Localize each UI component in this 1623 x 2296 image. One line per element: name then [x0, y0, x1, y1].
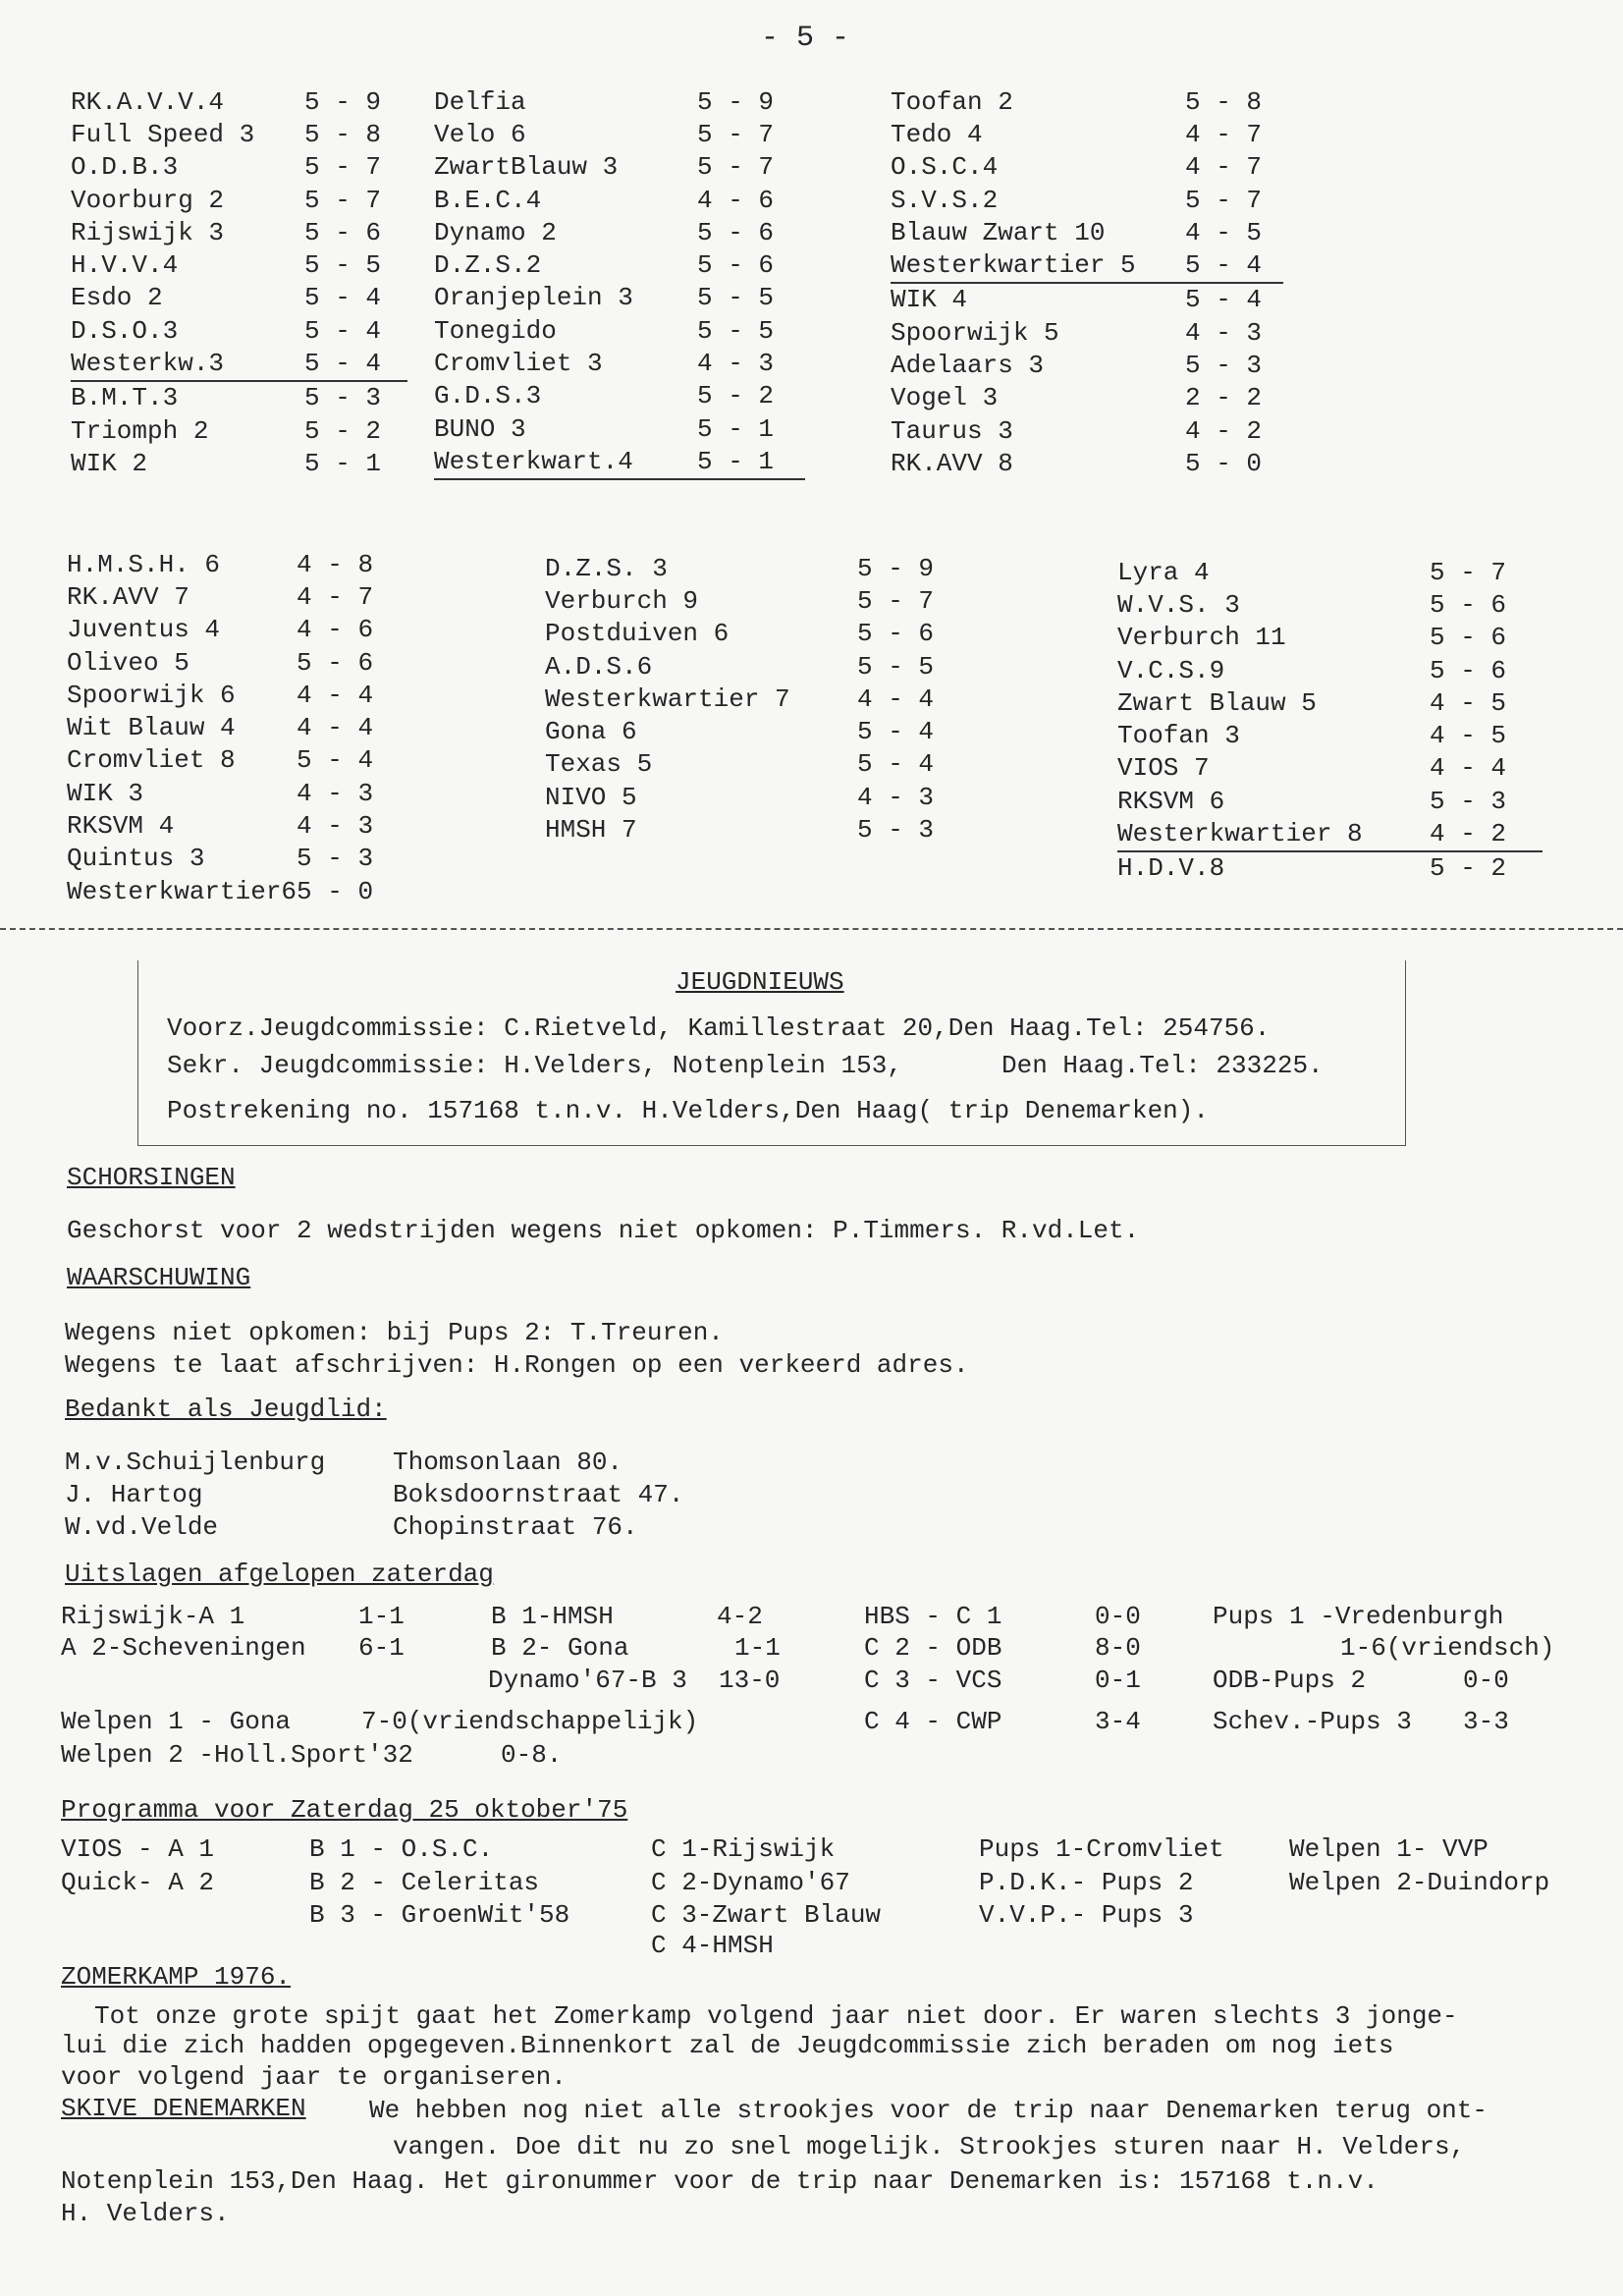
team-score: 5 - 7: [304, 185, 382, 215]
standings-col-3: [891, 85, 1283, 480]
standings-row: [545, 748, 970, 781]
fixture: Quick- A 2: [61, 1868, 215, 1897]
jeugd-secretary-phone: Den Haag.Tel: 233225.: [1001, 1051, 1324, 1080]
team-name: H.D.V.8: [1117, 853, 1225, 884]
team-score: 4 - 3: [297, 778, 374, 808]
standings-row: [891, 248, 1283, 282]
result-match: Welpen 1 - Gona: [61, 1707, 292, 1736]
fixture: C 2-Dynamo'67: [651, 1868, 850, 1897]
team-name: Cromvliet 3: [434, 349, 603, 379]
team-name: G.D.S.3: [434, 381, 542, 411]
team-score: 5 - 6: [304, 217, 382, 247]
team-score: 5 - 4: [1185, 248, 1283, 282]
team-name: B.E.C.4: [434, 185, 542, 215]
team-score: 4 - 5: [1430, 721, 1507, 751]
standings-row: [67, 744, 395, 777]
team-name: Full Speed 3: [71, 119, 255, 149]
fixture: B 1 - O.S.C.: [309, 1834, 494, 1864]
standings-row: [434, 347, 805, 379]
standings-row: [1117, 851, 1542, 885]
team-name: Velo 6: [434, 119, 526, 149]
team-name: Esdo 2: [71, 283, 163, 313]
jeugdnieuws-title: JEUGDNIEUWS: [676, 967, 844, 997]
team-score: 5 - 6: [697, 250, 775, 281]
standings-row: [891, 85, 1283, 118]
standings-row: [891, 216, 1283, 248]
team-name: Rijswijk 3: [71, 217, 225, 247]
standings-col-6: [1117, 556, 1542, 885]
team-score: 4 - 6: [697, 185, 775, 215]
standings-row: [71, 85, 407, 118]
bedankt-name-2: J. Hartog: [65, 1480, 203, 1509]
team-name: Adelaars 3: [891, 351, 1045, 381]
result-score: 0-0: [1463, 1666, 1509, 1695]
standings-row: [891, 184, 1283, 216]
result-match: Schev.-Pups 3: [1213, 1707, 1412, 1736]
result-match: C 4 - CWP: [864, 1707, 1002, 1736]
team-score: 4 - 4: [1430, 753, 1507, 784]
team-score: 5 - 8: [1185, 86, 1263, 117]
result-match: B 2- Gona: [491, 1633, 629, 1663]
team-name: BUNO 3: [434, 413, 526, 444]
team-score: 5 - 4: [857, 749, 935, 780]
team-score: 4 - 2: [1430, 817, 1542, 850]
uitslagen-heading: Uitslagen afgelopen zaterdag: [65, 1559, 494, 1589]
standings-col-2: [434, 85, 805, 480]
standings-row: [891, 447, 1283, 479]
schorsingen-heading: SCHORSINGEN: [67, 1163, 236, 1192]
fixture: B 2 - Celeritas: [309, 1868, 540, 1897]
standings-row: [434, 118, 805, 150]
uitslagen-row-1: [0, 1600, 1623, 1633]
team-name: WIK 4: [891, 285, 968, 315]
team-score: 5 - 6: [1430, 655, 1507, 685]
standings-row: [545, 715, 970, 747]
standings-row: [891, 283, 1283, 316]
fixture: P.D.K.- Pups 2: [979, 1868, 1194, 1897]
zomerkamp-line-3: voor volgend jaar te organiseren.: [61, 2062, 567, 2092]
team-name: A.D.S.6: [545, 651, 653, 682]
result-match: B 1-HMSH: [491, 1602, 614, 1631]
team-name: Westerkwartier 7: [545, 683, 790, 714]
team-name: Blauw Zwart 10: [891, 217, 1106, 247]
team-score: 5 - 3: [1430, 786, 1507, 816]
standings-row: [434, 445, 805, 478]
result-match: Rijswijk-A 1: [61, 1602, 245, 1631]
result-match: Dynamo'67-B 3: [488, 1666, 687, 1695]
standings-row: [71, 151, 407, 184]
fixture: C 1-Rijswijk: [651, 1834, 836, 1864]
standings-row: [545, 618, 970, 650]
standings-row: [71, 447, 407, 479]
skive-line-1: We hebben nog niet alle strookjes voor de trip naar Denemarken terug ont-: [369, 2096, 1488, 2125]
jeugd-postrekening-line: Postrekening no. 157168 t.n.v. H.Velders,Den Haag( trip Denemarken).: [167, 1096, 1209, 1125]
team-name: RK.AVV 8: [891, 448, 1013, 478]
uitslagen-row-3: [0, 1664, 1623, 1697]
team-name: Oliveo 5: [67, 647, 189, 678]
bedankt-name-1: M.v.Schuijlenburg: [65, 1448, 326, 1477]
team-name: Wit Blauw 4: [67, 713, 236, 743]
team-name: Toofan 3: [1117, 721, 1240, 751]
team-name: W.V.S. 3: [1117, 589, 1240, 620]
standings-row: [434, 314, 805, 347]
result-match: Welpen 2 -Holl.Sport'32: [61, 1740, 413, 1770]
team-score: 5 - 6: [857, 619, 935, 649]
zomerkamp-line-1: Tot onze grote spijt gaat het Zomerkamp volgend jaar niet door. Er waren slechts 3 jonge-: [94, 2001, 1458, 2031]
team-name: Lyra 4: [1117, 557, 1210, 587]
team-score: 4 - 2: [1185, 415, 1263, 446]
standings-row: [891, 382, 1283, 414]
team-score: 5 - 4: [304, 315, 382, 346]
team-score: 5 - 3: [1185, 351, 1263, 381]
team-name: Gona 6: [545, 717, 637, 747]
standings-row: [71, 184, 407, 216]
waarschuwing-line-1: Wegens niet opkomen: bij Pups 2: T.Treuren.: [65, 1318, 724, 1347]
team-score: 5 - 1: [697, 445, 805, 478]
waarschuwing-heading: WAARSCHUWING: [67, 1263, 251, 1292]
standings-row: [71, 314, 407, 347]
team-name: V.C.S.9: [1117, 655, 1225, 685]
result-match: HBS - C 1: [864, 1602, 1002, 1631]
team-score: 5 - 7: [304, 152, 382, 183]
team-name: Dynamo 2: [434, 217, 557, 247]
standings-row: [67, 777, 395, 809]
standings-row: [434, 216, 805, 248]
result-match: C 2 - ODB: [864, 1633, 1002, 1663]
team-score: 4 - 8: [297, 549, 374, 579]
team-name: RKSVM 6: [1117, 786, 1225, 816]
standings-row: [434, 184, 805, 216]
standings-row: [71, 216, 407, 248]
standings-row: [434, 282, 805, 314]
team-score: 5 - 1: [304, 448, 382, 478]
zomerkamp-heading: ZOMERKAMP 1976.: [61, 1962, 292, 1992]
result-score: 7-0(vriendschappelijk): [361, 1707, 699, 1736]
team-name: O.S.C.4: [891, 152, 999, 183]
skive-line-2: vangen. Doe dit nu zo snel mogelijk. Strookjes sturen naar H. Velders,: [393, 2132, 1466, 2161]
skive-line-3: Notenplein 153,Den Haag. Het gironummer voor de trip naar Denemarken is: 157168 t.n.v.: [61, 2166, 1379, 2196]
skive-line-4: H. Velders.: [61, 2199, 230, 2228]
standings-col-1: [71, 85, 407, 480]
team-name: Taurus 3: [891, 415, 1013, 446]
standings-row: [891, 151, 1283, 184]
result-match: ODB-Pups 2: [1213, 1666, 1367, 1695]
schorsingen-text: Geschorst voor 2 wedstrijden wegens niet opkomen: P.Timmers. R.vd.Let.: [67, 1216, 1140, 1245]
team-score: 5 - 6: [1430, 623, 1507, 653]
fixture: Welpen 2-Duindorp: [1289, 1868, 1550, 1897]
team-name: H.M.S.H. 6: [67, 549, 221, 579]
result-score: 0-1: [1095, 1666, 1141, 1695]
standings-row: [1117, 556, 1542, 588]
team-name: Tedo 4: [891, 119, 983, 149]
result-match: Pups 1 -Vredenburgh: [1213, 1602, 1504, 1631]
team-name: HMSH 7: [545, 815, 637, 846]
result-score: 3-4: [1095, 1707, 1141, 1736]
team-score: 5 - 7: [857, 585, 935, 616]
standings-row: [67, 548, 395, 580]
standings-row: [71, 414, 407, 447]
team-score: 5 - 3: [297, 844, 374, 874]
result-score: 1-1: [734, 1633, 781, 1663]
standings-row: [71, 347, 407, 380]
team-name: RKSVM 4: [67, 811, 175, 842]
team-name: Zwart Blauw 5: [1117, 687, 1317, 718]
team-name: H.V.V.4: [71, 250, 179, 281]
team-score: 4 - 3: [697, 349, 775, 379]
result-match: A 2-Scheveningen: [61, 1633, 306, 1663]
result-score: 4-2: [717, 1602, 763, 1631]
uitslagen-row-2: [0, 1631, 1623, 1665]
team-score: 4 - 3: [297, 811, 374, 842]
standings-col-5: [545, 552, 970, 847]
standings-row: [71, 248, 407, 281]
standings-row: [67, 809, 395, 842]
team-name: Spoorwijk 5: [891, 317, 1059, 348]
team-score: 5 - 1: [697, 413, 775, 444]
standings-row: [1117, 622, 1542, 654]
team-score: 5 - 7: [697, 119, 775, 149]
standings-row: [67, 614, 395, 646]
team-score: 5 - 2: [304, 415, 382, 446]
page-number: - 5 -: [761, 22, 850, 55]
programma-row-1: [0, 1832, 1623, 1866]
standings-row: [891, 349, 1283, 381]
standings-row: [1117, 785, 1542, 817]
team-name: Voorburg 2: [71, 185, 225, 215]
standings-row: [67, 711, 395, 743]
fixture: V.V.P.- Pups 3: [979, 1900, 1194, 1930]
programma-row-4: [0, 1929, 1623, 1962]
team-name: Westerkwartier 8: [1117, 817, 1430, 850]
team-name: Oranjeplein 3: [434, 283, 633, 313]
section-divider: [0, 928, 1623, 930]
standings-row: [1117, 719, 1542, 751]
team-name: Vogel 3: [891, 383, 999, 413]
team-name: VIOS 7: [1117, 753, 1210, 784]
standings-row: [891, 316, 1283, 349]
team-name: D.S.O.3: [71, 315, 179, 346]
standings-row: [434, 151, 805, 184]
team-score: 5 - 4: [297, 745, 374, 776]
team-score: 4 - 5: [1185, 217, 1263, 247]
team-score: 5 - 0: [297, 876, 374, 906]
standings-row: [1117, 817, 1542, 850]
programma-row-3: [0, 1898, 1623, 1932]
team-name: Cromvliet 8: [67, 745, 236, 776]
team-name: O.D.B.3: [71, 152, 179, 183]
team-score: 4 - 4: [297, 713, 374, 743]
team-score: 5 - 6: [697, 217, 775, 247]
team-score: 5 - 7: [1430, 557, 1507, 587]
team-name: Triomph 2: [71, 415, 209, 446]
team-score: 5 - 4: [304, 283, 382, 313]
team-name: D.Z.S.2: [434, 250, 542, 281]
uitslagen-row-4: [0, 1705, 1623, 1738]
team-name: Westerkwartier 5: [891, 248, 1185, 282]
team-name: Westerkwart.4: [434, 445, 697, 478]
result-match: 1-6(vriendsch): [1340, 1633, 1555, 1663]
team-score: 5 - 0: [1185, 448, 1263, 478]
team-score: 5 - 3: [304, 383, 382, 413]
standings-row: [434, 248, 805, 281]
team-score: 4 - 4: [857, 683, 935, 714]
team-score: 2 - 2: [1185, 383, 1263, 413]
team-score: 4 - 3: [1185, 317, 1263, 348]
team-name: Westerkw.3: [71, 347, 304, 380]
team-score: 5 - 4: [304, 347, 407, 380]
fixture: C 3-Zwart Blauw: [651, 1900, 882, 1930]
standings-row: [434, 85, 805, 118]
fixture: Pups 1-Cromvliet: [979, 1834, 1224, 1864]
team-score: 5 - 5: [304, 250, 382, 281]
team-score: 5 - 3: [857, 815, 935, 846]
team-score: 4 - 3: [857, 782, 935, 812]
standings-row: [67, 580, 395, 613]
fixture: Welpen 1- VVP: [1289, 1834, 1488, 1864]
team-score: 5 - 6: [1430, 589, 1507, 620]
team-score: 5 - 5: [857, 651, 935, 682]
team-name: Verburch 11: [1117, 623, 1286, 653]
team-score: 4 - 7: [1185, 119, 1263, 149]
standings-row: [67, 646, 395, 679]
team-score: 5 - 7: [1185, 185, 1263, 215]
team-score: 5 - 4: [1185, 285, 1263, 315]
standings-row: [71, 381, 407, 414]
result-score: 6-1: [358, 1633, 405, 1663]
standings-row: [67, 843, 395, 875]
team-name: RK.A.V.V.4: [71, 86, 225, 117]
team-score: 5 - 5: [697, 315, 775, 346]
result-match: C 3 - VCS: [864, 1666, 1002, 1695]
team-score: 5 - 6: [297, 647, 374, 678]
team-name: D.Z.S. 3: [545, 553, 668, 583]
standings-row: [67, 875, 395, 907]
result-score: 8-0: [1095, 1633, 1141, 1663]
standings-row: [67, 679, 395, 711]
team-name: B.M.T.3: [71, 383, 179, 413]
standings-row: [891, 118, 1283, 150]
team-name: Quintus 3: [67, 844, 205, 874]
team-score: 5 - 8: [304, 119, 382, 149]
standings-row: [71, 282, 407, 314]
jeugd-secretary-line: Sekr. Jeugdcommissie: H.Velders, Notenplein 153,: [167, 1051, 902, 1080]
team-name: Toofan 2: [891, 86, 1013, 117]
standings-row: [1117, 752, 1542, 785]
programma-heading: Programma voor Zaterdag 25 oktober'75: [61, 1795, 628, 1825]
team-name: ZwartBlauw 3: [434, 152, 619, 183]
result-score: 0-8.: [501, 1740, 563, 1770]
team-name: WIK 3: [67, 778, 144, 808]
uitslagen-row-5: [0, 1738, 1623, 1772]
standings-row: [71, 118, 407, 150]
standings-row: [891, 414, 1283, 447]
bedankt-address-3: Chopinstraat 76.: [393, 1512, 638, 1542]
team-score: 4 - 4: [297, 680, 374, 710]
standings-row: [545, 650, 970, 683]
team-score: 5 - 7: [697, 152, 775, 183]
standings-row: [545, 552, 970, 584]
team-name: NIVO 5: [545, 782, 637, 812]
skive-heading: SKIVE DENEMARKEN: [61, 2094, 306, 2123]
team-score: 5 - 9: [697, 86, 775, 117]
team-name: WIK 2: [71, 448, 148, 478]
team-score: 5 - 2: [1430, 853, 1507, 884]
waarschuwing-line-2: Wegens te laat afschrijven: H.Rongen op een verkeerd adres.: [65, 1350, 969, 1380]
result-score: 1-1: [358, 1602, 405, 1631]
team-score: 5 - 2: [697, 381, 775, 411]
standings-row: [545, 781, 970, 813]
fixture: VIOS - A 1: [61, 1834, 215, 1864]
team-name: Juventus 4: [67, 615, 221, 645]
standings-row: [1117, 686, 1542, 719]
team-score: 5 - 9: [304, 86, 382, 117]
team-name: Tonegido: [434, 315, 557, 346]
programma-row-2: [0, 1866, 1623, 1899]
bedankt-heading: Bedankt als Jeugdlid:: [65, 1394, 387, 1424]
team-score: 4 - 7: [1185, 152, 1263, 183]
fixture: C 4-HMSH: [651, 1931, 774, 1960]
team-name: Texas 5: [545, 749, 653, 780]
standings-row: [545, 584, 970, 617]
result-score: 3-3: [1463, 1707, 1509, 1736]
team-name: Delfia: [434, 86, 526, 117]
team-score: 4 - 5: [1430, 687, 1507, 718]
standings-row: [434, 412, 805, 445]
standings-row: [545, 813, 970, 846]
standings-row: [434, 380, 805, 412]
standings-row: [545, 683, 970, 715]
result-score: 13-0: [719, 1666, 781, 1695]
team-name: Westerkwartier6: [67, 876, 298, 906]
team-name: Postduiven 6: [545, 619, 730, 649]
team-name: RK.AVV 7: [67, 581, 189, 612]
standings-row: [1117, 654, 1542, 686]
team-score: 5 - 9: [857, 553, 935, 583]
zomerkamp-line-2: lui die zich hadden opgegeven.Binnenkort zal de Jeugdcommissie zich beraden om nog iets: [61, 2031, 1394, 2060]
team-score: 4 - 6: [297, 615, 374, 645]
fixture: B 3 - GroenWit'58: [309, 1900, 570, 1930]
bedankt-name-3: W.vd.Velde: [65, 1512, 219, 1542]
team-score: 5 - 5: [697, 283, 775, 313]
jeugd-chair-line: Voorz.Jeugdcommissie: C.Rietveld, Kamillestraat 20,Den Haag.Tel: 254756.: [167, 1013, 1271, 1043]
standings-row: [1117, 588, 1542, 621]
result-score: 0-0: [1095, 1602, 1141, 1631]
standings-col-4: [67, 548, 395, 907]
team-name: Spoorwijk 6: [67, 680, 236, 710]
team-name: S.V.S.2: [891, 185, 999, 215]
bedankt-address-1: Thomsonlaan 80.: [393, 1448, 623, 1477]
team-name: Verburch 9: [545, 585, 699, 616]
team-score: 4 - 7: [297, 581, 374, 612]
bedankt-address-2: Boksdoornstraat 47.: [393, 1480, 684, 1509]
team-score: 5 - 4: [857, 717, 935, 747]
